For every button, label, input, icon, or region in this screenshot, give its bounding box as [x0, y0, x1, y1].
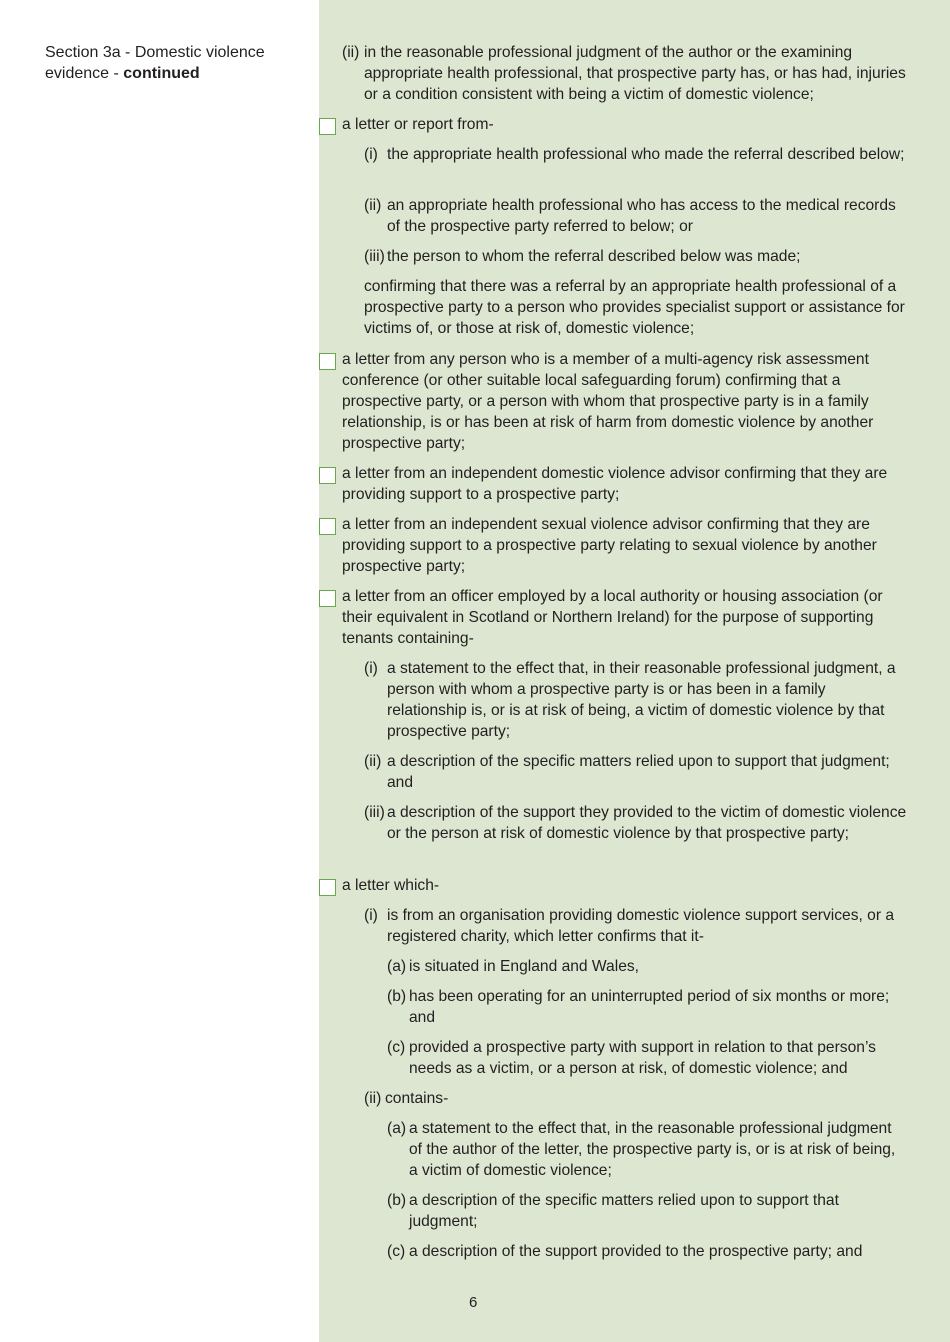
- section-continued: continued: [123, 65, 200, 82]
- item-text: an appropriate health professional who has access to the medical records of the prospective party referred to below; or: [387, 197, 896, 235]
- item-marker: (a): [387, 1120, 407, 1137]
- item-marker: (ii): [364, 1090, 382, 1107]
- item-text: in the reasonable professional judgment of the author or the examining appropriate health professional, that prospective party has, or has had, injuries or a condition consistent with being a victim of domestic violence;: [364, 44, 906, 103]
- item-marker: (i): [364, 146, 378, 163]
- checkbox-marac-letter[interactable]: [319, 353, 336, 370]
- page-number: 6: [469, 1294, 478, 1311]
- item-marker: (b): [387, 988, 407, 1005]
- item-marker: (i): [364, 660, 378, 677]
- item-marker: (i): [364, 907, 378, 924]
- referral-confirming-text: confirming that there was a referral by an appropriate health professional of a prospective party to a person who provides specialist support or assistance for victims of, or those at risk of, domestic violence;: [364, 278, 905, 337]
- officer-letter-text: a letter from an officer employed by a local authority or housing association (or their equivalent in Scotland or Northern Ireland) for the purpose of supporting tenants containing-: [342, 588, 883, 647]
- checkbox-idva-letter[interactable]: [319, 467, 336, 484]
- item-text: a statement to the effect that, in their reasonable professional judgment, a person with whom a prospective party is or has been in a family relationship is, or is at risk of being, a victim of domestic violence by that prospective party;: [387, 660, 896, 740]
- item-marker: (a): [387, 958, 407, 975]
- which-letter-text: a letter which-: [342, 877, 440, 894]
- item-text: provided a prospective party with support in relation to that person’s needs as a victim, or a person at risk, of domestic violence; and: [409, 1039, 876, 1077]
- item-marker: (c): [387, 1039, 406, 1056]
- checkbox-officer-letter[interactable]: [319, 590, 336, 607]
- marac-letter-text: a letter from any person who is a member of a multi-agency risk assessment conference (or other suitable local safeguarding forum) confirming that a prospective party, or a person with whom that prospective party is in a family relationship, is or has been at risk of harm from domestic violence by another prospective party;: [342, 351, 874, 452]
- checkbox-referral-letter[interactable]: [319, 118, 336, 135]
- item-marker: (c): [387, 1243, 406, 1260]
- idva-letter-text: a letter from an independent domestic violence advisor confirming that they are providing support to a prospective party;: [342, 465, 888, 503]
- item-text: has been operating for an uninterrupted period of six months or more; and: [409, 988, 890, 1026]
- item-text: a description of the specific matters relied upon to support that judgment;: [409, 1192, 839, 1230]
- item-text: a description of the support they provided to the victim of domestic violence or the person at risk of domestic violence by that prospective party;: [387, 804, 907, 842]
- item-text: is situated in England and Wales,: [409, 958, 639, 975]
- item-text: a description of the support provided to the prospective party; and: [409, 1243, 863, 1260]
- item-marker: (iii): [364, 804, 385, 821]
- item-text: a description of the specific matters relied upon to support that judgment; and: [387, 753, 890, 791]
- item-text: contains-: [385, 1090, 449, 1107]
- section-title: Section 3a - Domestic violence evidence -: [45, 44, 265, 82]
- section-heading: [45, 42, 305, 84]
- checkbox-which-letter[interactable]: [319, 879, 336, 896]
- referral-letter-text: a letter or report from-: [342, 116, 494, 133]
- checkbox-isva-letter[interactable]: [319, 518, 336, 535]
- item-marker: (b): [387, 1192, 407, 1209]
- item-text: a statement to the effect that, in the reasonable professional judgment of the author of the letter, the prospective party is, or is at risk of being, a victim of domestic violence;: [409, 1120, 896, 1179]
- item-marker: (ii): [342, 44, 360, 61]
- item-text: the person to whom the referral described below was made;: [387, 248, 801, 265]
- isva-letter-text: a letter from an independent sexual violence advisor confirming that they are providing support to a prospective party relating to sexual violence by another prospective party;: [342, 516, 877, 575]
- item-marker: (ii): [364, 197, 382, 214]
- item-text: the appropriate health professional who made the referral described below;: [387, 146, 905, 163]
- item-marker: (ii): [364, 753, 382, 770]
- item-marker: (iii): [364, 248, 385, 265]
- item-text: is from an organisation providing domestic violence support services, or a registered charity, which letter confirms that it-: [387, 907, 895, 945]
